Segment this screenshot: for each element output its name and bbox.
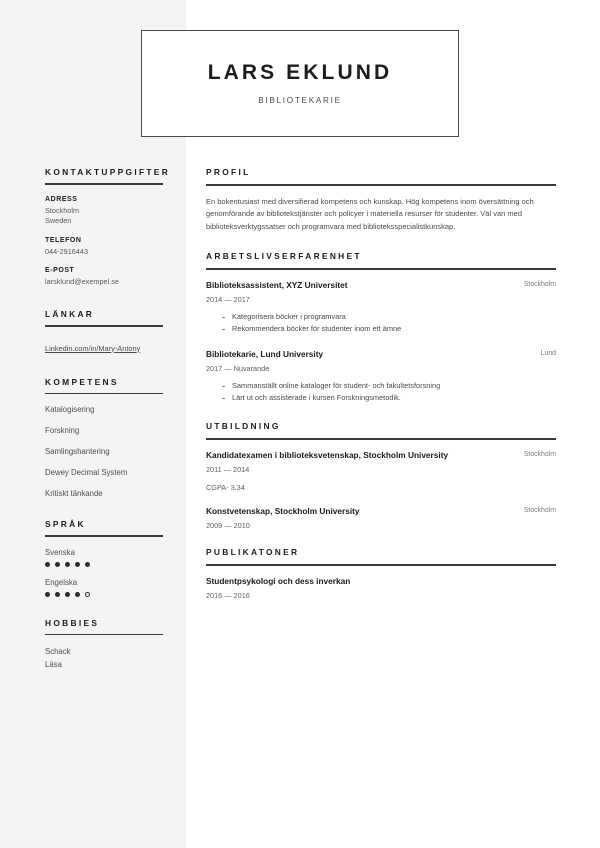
entry-date: 2014 — 2017 [206, 295, 250, 305]
experience-entry [206, 280, 556, 335]
section-divider [45, 325, 163, 327]
sidebar-section-contact [45, 167, 177, 288]
rating-dot-filled [55, 562, 60, 567]
field-value: 044-2916443 [45, 246, 89, 256]
education-entry [206, 506, 556, 530]
entry-date: 2017 — Nuvarande [206, 364, 270, 374]
section-divider [206, 438, 556, 440]
main-column [206, 167, 556, 617]
section-divider [45, 183, 163, 185]
section-publications [206, 547, 556, 600]
field-value-secondary: Sweden [45, 216, 72, 226]
language-rating [45, 562, 177, 567]
rating-dot-filled [75, 592, 80, 597]
section-education [206, 421, 556, 530]
contact-field-address [45, 196, 177, 227]
section-divider [45, 634, 163, 636]
sidebar [45, 167, 177, 693]
rating-dot-filled [65, 592, 70, 597]
rating-dot-filled [45, 562, 50, 567]
field-label: ADRESS [45, 195, 78, 203]
section-divider [45, 393, 163, 395]
entry-location: Lund [540, 350, 556, 358]
field-value: Stockholm [45, 205, 80, 215]
section-heading-publications: PUBLIKATONER [206, 547, 300, 558]
entry-header [206, 506, 556, 517]
section-heading-contact: KONTAKTUPPGIFTER [45, 167, 171, 177]
page-title: LARS EKLUND [207, 61, 393, 84]
contact-field-email [45, 267, 177, 288]
list-item: Läsa [45, 660, 62, 670]
entry-header [206, 349, 556, 360]
section-heading-profile: PROFIL [206, 167, 251, 177]
list-item: Katalogisering [45, 405, 95, 415]
entry-title: Bibliotekarie, Lund University [206, 349, 324, 360]
entry-bullets [206, 380, 556, 404]
rating-dot-empty [85, 592, 90, 597]
entry-header [206, 280, 556, 291]
section-heading-education: UTBILDNING [206, 421, 281, 432]
list-item: Samlingshantering [45, 447, 110, 457]
rating-dot-filled [45, 592, 50, 597]
bullet-item: Sammanställt online kataloger för student- och fakultetsforsning [222, 380, 556, 392]
list-item: Forskning [45, 426, 80, 436]
language-name: Engelska [45, 577, 78, 587]
section-divider [206, 184, 556, 186]
rating-dot-filled [75, 562, 80, 567]
entry-note: CGPA- 3.34 [206, 482, 245, 492]
list-item: Dewey Decimal System [45, 468, 128, 478]
header-name-box [141, 30, 459, 137]
section-heading-experience: ARBETSLIVSERFARENHET [206, 251, 362, 262]
entry-date: 2009 — 2010 [206, 521, 250, 531]
rating-dot-filled [55, 592, 60, 597]
bullet-item: Kategorisera böcker i programvara [222, 311, 556, 323]
section-experience [206, 251, 556, 404]
education-entry [206, 450, 556, 492]
entry-date: 2016 — 2016 [206, 590, 250, 600]
bullet-item: Rekommendera böcker för studenter inom ett ämne [222, 323, 556, 335]
field-label: E-POST [45, 267, 75, 275]
publication-entry [206, 576, 556, 600]
section-heading-links: LÄNKAR [45, 308, 95, 319]
sidebar-section-hobbies [45, 618, 177, 672]
entry-header [206, 576, 556, 587]
list-item: Kritiskt tänkande [45, 489, 103, 499]
rating-dot-filled [85, 562, 90, 567]
section-profile [206, 167, 556, 234]
profile-text: En bokentusiast med diversifierad kompetens och kunskap. Hög kompetens inom översättning och genomförande av bibliotekstjänster och policyer i materiella resurser för studenter. Väl van med biblioteksverktygssatser och programvara med biblioteksspecialistkunskap. [206, 196, 534, 232]
section-divider [206, 564, 556, 566]
entry-bullets [206, 311, 556, 335]
linkedin-link[interactable]: Linkedin.com/in/Mary-Antony [45, 343, 141, 353]
language-rating [45, 592, 177, 597]
entry-title: Studentpsykologi och dess inverkan [206, 575, 351, 586]
section-divider [45, 535, 163, 537]
section-heading-hobbies: HOBBIES [45, 617, 100, 628]
entry-location: Stockholm [523, 506, 556, 514]
section-divider [206, 268, 556, 270]
job-title: BIBLIOTEKARIE [258, 96, 342, 105]
sidebar-section-links [45, 309, 177, 356]
entry-title: Kandidatexamen i biblioteksvetenskap, Stockholm University [206, 449, 449, 460]
sidebar-section-languages [45, 519, 177, 597]
experience-entry [206, 349, 556, 404]
rating-dot-filled [65, 562, 70, 567]
section-heading-languages: SPRÅK [45, 519, 86, 530]
sidebar-section-skills [45, 377, 177, 499]
language-item [45, 578, 177, 597]
entry-title: Biblioteksassistent, XYZ Universitet [206, 279, 348, 290]
entry-date: 2011 — 2014 [206, 464, 250, 474]
language-name: Svenska [45, 547, 75, 557]
entry-header [206, 450, 556, 461]
entry-location: Stockholm [523, 280, 556, 288]
entry-location: Stockholm [523, 450, 556, 458]
list-item: Schack [45, 647, 71, 657]
entry-title: Konstvetenskap, Stockholm University [206, 505, 360, 516]
section-heading-skills: KOMPETENS [45, 376, 119, 387]
contact-field-phone [45, 237, 177, 258]
language-item [45, 548, 177, 567]
field-value: larsklund@exempel.se [45, 277, 119, 287]
field-label: TELEFON [45, 236, 82, 244]
bullet-item: Lärt ut och assisterade i kursen Forskningsmetodik. [222, 392, 556, 404]
